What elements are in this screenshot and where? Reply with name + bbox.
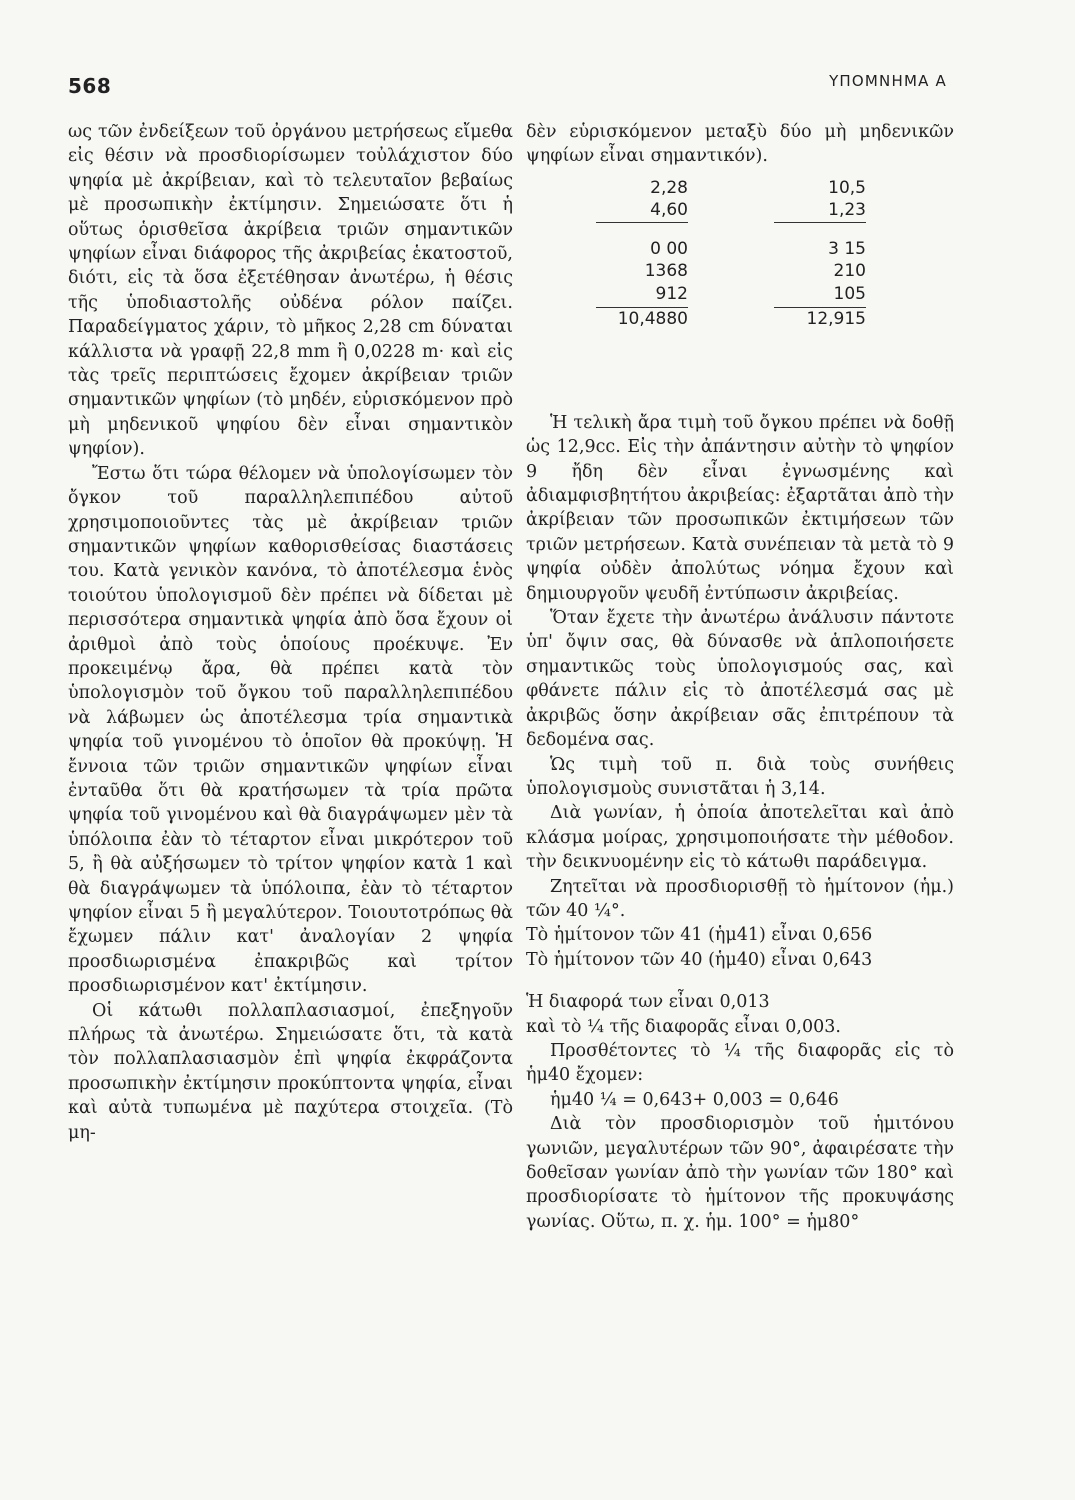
right-column — [526, 120, 954, 1234]
paragraph: Ὡς τιμὴ τοῦ π. διὰ τοὺς συνήθεις ὑπολογισμοὺς συνιστᾶται ἡ 3,14. — [526, 754, 954, 799]
paragraph: Οἱ κάτωθι πολλαπλασιασμοί, ἐπεξηγοῦν πλήρως τὰ ἀνωτέρω. Σημειώσατε ὅτι, τὰ κατὰ τὸν πολλαπλασιασμὸν ἐπὶ ψηφία ἐκφράζοντα προσωπικὴν ἐκτίμησιν προκύπτοντα ψηφία, εἶναι καὶ αὐτὰ τυπωμένα μὲ παχύτερα στοιχεῖα. (Τὸ μη- — [68, 1000, 513, 1143]
sine-40-line: Τὸ ἡμίτονον τῶν 40 (ἡμ40) εἶναι 0,643 — [526, 949, 873, 970]
left-column — [68, 120, 513, 1145]
multiplication-a — [596, 177, 688, 331]
paragraph: Διὰ γωνίαν, ἡ ὁποία ἀποτελεῖται καὶ ἀπὸ κλάσμα μοίρας, χρησιμοποιήσατε τὴν μέθοδον. τὴν δεικνυομένην εἰς τὸ κάτωθι παράδειγμα. — [526, 803, 954, 873]
paragraph: Ἡ τελικὴ ἄρα τιμὴ τοῦ ὄγκου πρέπει νὰ δοθῇ ὡς 12,9cc. Εἰς τὴν ἀπάντησιν αὐτὴν τὸ ψηφίον 9 ἤδη δὲν εἶναι ἐγνωσμένης καὶ ἀδιαμφισβητήτου ἀκριβείας: ἐξαρτᾶται ἀπὸ τὴν ἀκρίβειαν τῶν προσωπικῶν ἐκτιμήσεων τῶν τριῶν μετρήσεων. Κατὰ συνέπειαν τὰ μετὰ τὸ 9 ψηφία οὐδὲν ἀπολύτως νόημα ἔχουν καὶ δημιουργοῦν ψευδῆ ἐντύπωσιν ἀκριβείας. — [526, 412, 954, 604]
partial-product: 1368 — [644, 261, 688, 282]
partial-product: 912 — [655, 283, 688, 304]
product: 10,4880 — [596, 307, 688, 331]
page-number: 568 — [68, 74, 112, 98]
multiplication-b — [774, 177, 866, 331]
partial-product: 210 — [833, 261, 866, 282]
partial-product: 105 — [833, 283, 866, 304]
factor: 10,5 — [828, 177, 866, 198]
factor: 4,60 — [596, 199, 688, 223]
paragraph: Ὅταν ἔχετε τὴν ἀνωτέρω ἀνάλυσιν πάντοτε ὑπ' ὄψιν σας, θὰ δύνασθε νὰ ἁπλοποιήσετε σημαντικῶς τοὺς ὑπολογισμούς σας, καὶ φθάνετε πάλιν εἰς τὸ ἀποτέλεσμά σας μὲ ἀκριβῶς ὅσην ἀκρίβειαν σᾶς ἐπιτρέπουν τὰ δεδομένα σας. — [526, 608, 954, 751]
paragraph: Ζητεῖται νὰ προσδιορισθῇ τὸ ἡμίτονον (ἡμ.) τῶν 40 ¼°. — [526, 876, 954, 921]
paragraph: Διὰ τὸν προσδιορισμὸν τοῦ ἡμιτόνου γωνιῶν, μεγαλυτέρων τῶν 90°, ἀφαιρέσατε τὴν δοθεῖσαν γωνίαν ἀπὸ τὴν γωνίαν τῶν 180° καὶ προσδιορίσατε τὸ ἡμίτονον τῆς προκυψάσης γωνίας. Οὕτω, π. χ. ἡμ. 100° = ἡμ80° — [526, 1114, 954, 1232]
partial-product: 3 15 — [828, 238, 866, 259]
partial-product: 0 00 — [650, 238, 688, 259]
sine-41-line: Τὸ ἡμίτονον τῶν 41 (ἡμ41) εἶναι 0,656 — [526, 925, 873, 946]
factor: 2,28 — [650, 177, 688, 198]
multiplication-examples — [526, 177, 954, 409]
paragraph: ως τῶν ἐνδείξεων τοῦ ὀργάνου μετρήσεως εἴμεθα εἰς θέσιν νὰ προσδιορίσωμεν τοὐλάχιστον δύο ψηφία μὲ ἀκρίβειαν, καὶ τὸ τελευταῖον βεβαίως μὲ προσωπικὴν ἐκτίμησιν. Σημειώσατε ὅτι ἡ οὕτως ὁρισθεῖσα ἀκρίβεια τριῶν σημαντικῶν ψηφίων εἶναι διάφορος τῆς ἀκριβείας ἑκατοστοῦ, διότι, εἰς τὰ ὅσα ἐξετέθησαν ἀνωτέρω, ἡ θέσις τῆς ὑποδιαστολῆς οὐδένα ρόλον παίζει. Παραδείγματος χάριν, τὸ μῆκος 2,28 cm δύναται κάλλιστα νὰ γραφῇ 22,8 mm ἢ 0,0228 m· καὶ εἰς τὰς τρεῖς περιπτώσεις ἔχομεν ἀκρίβειαν τριῶν σημαντικῶν ψηφίων (τὸ μηδέν, εὑρισκόμενον πρὸ μὴ μηδενικοῦ ψηφίου δὲν εἶναι σημαντικὸν ψηφίον). — [68, 122, 513, 460]
running-header: ΥΠΟΜΝΗΜΑ Α — [829, 72, 947, 90]
quarter-difference-line: καὶ τὸ ¼ τῆς διαφορᾶς εἶναι 0,003. — [526, 1016, 841, 1037]
paragraph: Προσθέτοντες τὸ ¼ τῆς διαφορᾶς εἰς τὸ ἡμ40 ἔχομεν: — [526, 1040, 954, 1086]
paragraph: δὲν εὑρισκόμενον μεταξὺ δύο μὴ μηδενικῶν ψηφίων εἶναι σημαντικόν). — [526, 122, 954, 167]
factor: 1,23 — [774, 199, 866, 223]
product: 12,915 — [774, 307, 866, 331]
formula: ἡμ40 ¼ = 0,643+ 0,003 = 0,646 — [550, 1089, 839, 1110]
paragraph: Ἔστω ὅτι τώρα θέλομεν νὰ ὑπολογίσωμεν τὸν ὄγκον τοῦ παραλληλεπιπέδου αὐτοῦ χρησιμοποιοῦντες τὰς μὲ ἀκρίβειαν τριῶν σημαντικῶν ψηφίων καθορισθείσας διαστάσεις του. Κατὰ γενικὸν κανόνα, τὸ ἀποτέλεσμα ἑνὸς τοιούτου ὑπολογισμοῦ δὲν πρέπει νὰ δίδεται μὲ περισσότερα σημαντικὰ ψηφία ἀπὸ ὅσα ἔχουν οἱ ἀριθμοὶ ἀπὸ τοὺς ὁποίους προέκυψε. Ἐν προκειμένῳ ἄρα, θὰ πρέπει κατὰ τὸν ὑπολογισμὸν τοῦ ὄγκου τοῦ παραλληλεπιπέδου νὰ λάβωμεν ὡς ἀποτέλεσμα τρία σημαντικὰ ψηφία τοῦ γινομένου τὸ ὁποῖον θὰ προκύψῃ. Ἡ ἔννοια τῶν τριῶν σημαντικῶν ψηφίων εἶναι ἐνταῦθα ὅτι θὰ κρατήσωμεν τὰ τρία πρῶτα ψηφία τοῦ γινομένου καὶ θὰ διαγράψωμεν μὲν τὰ ὑπόλοιπα ἐὰν τὸ τέταρτον εἶναι μικρότερον τοῦ 5, ἢ θὰ αὐξήσωμεν τὸ τρίτον ψηφίον κατὰ 1 καὶ θὰ διαγράψωμεν τὰ ὑπόλοιπα, ἐὰν τὸ τέταρτον ψηφίον εἶναι 5 ἢ μεγαλύτερον. Τοιουτοτρόπως θὰ ἔχωμεν πάλιν κατ' ἀναλογίαν 2 ψηφία προσδιωρισμένα ἐπακριβῶς καὶ τρίτον προσδιωρισμένον κατ' ἐκτίμησιν. — [68, 463, 513, 997]
difference-line: Ἡ διαφορά των εἶναι 0,013 — [526, 992, 770, 1013]
